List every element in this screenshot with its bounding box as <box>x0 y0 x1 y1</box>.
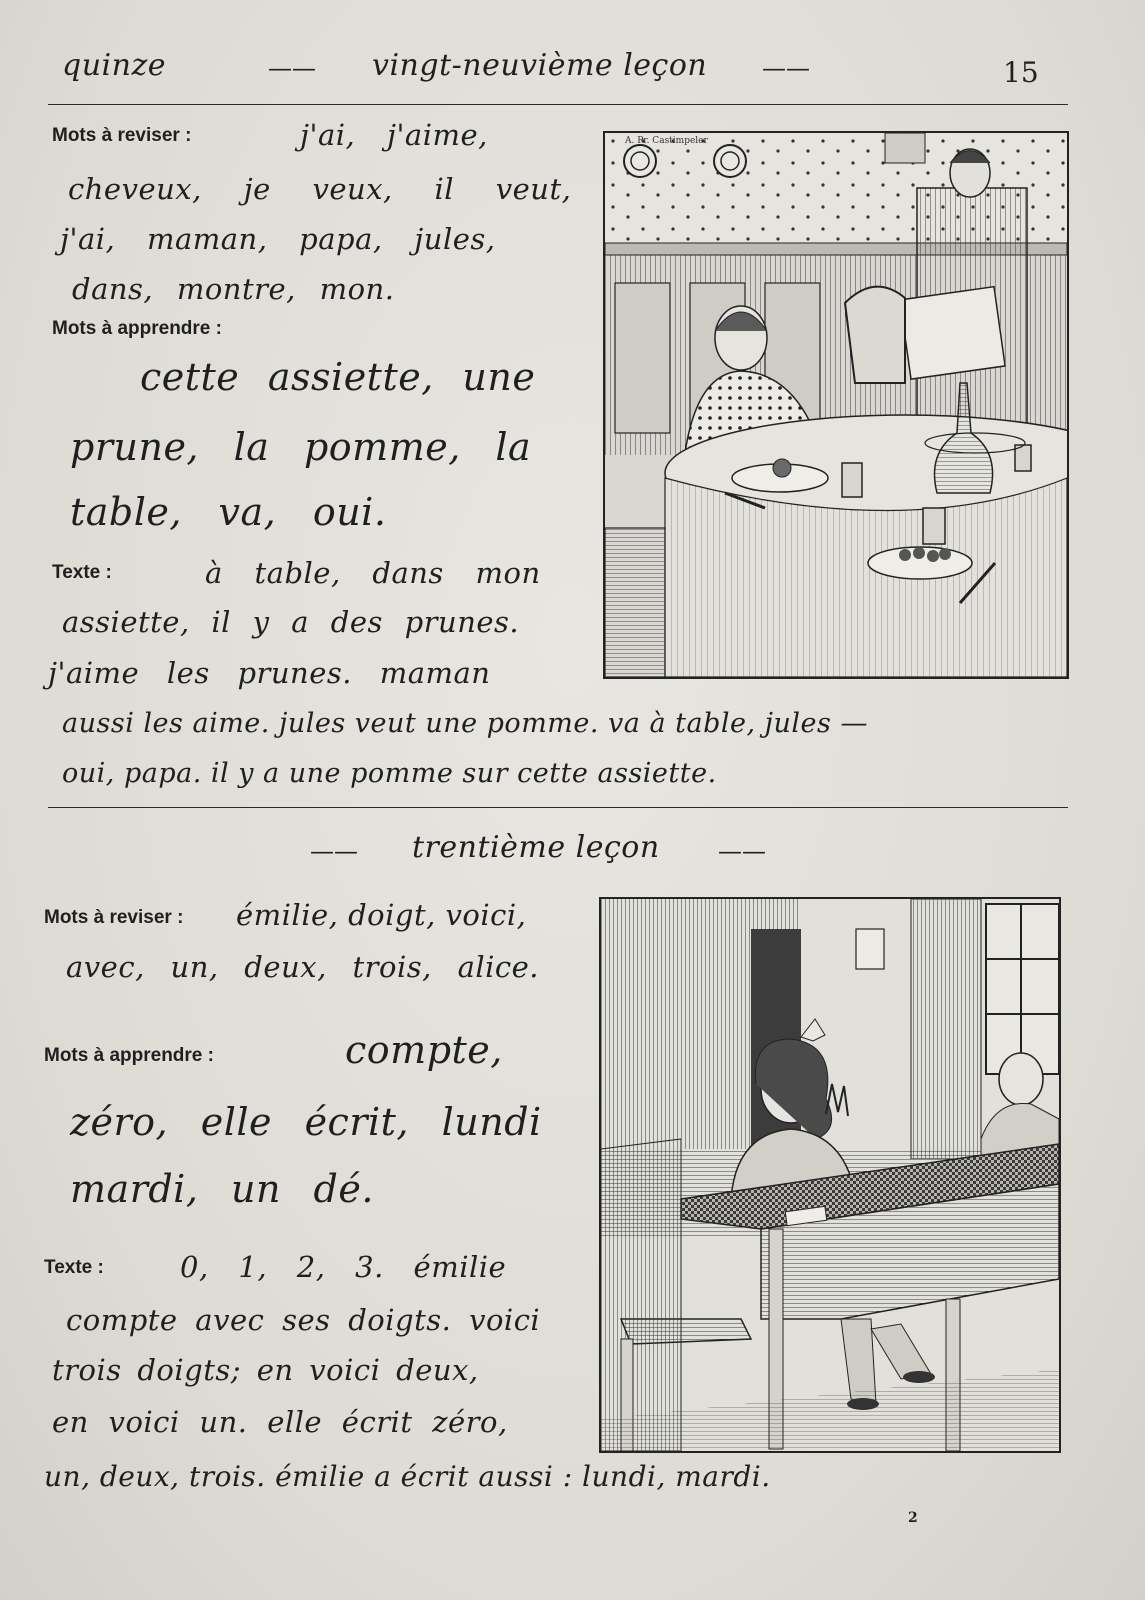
text-line: en voici un. elle écrit zéro, <box>52 1405 508 1439</box>
lesson-30-title: trentième leçon <box>412 830 660 865</box>
text-line: trois doigts; en voici deux, <box>52 1353 479 1387</box>
review-line: avec, un, deux, trois, alice. <box>66 950 540 984</box>
lesson-29-title: vingt-neuvième leçon <box>372 48 708 83</box>
lesson-30-dash-right: —— <box>718 837 766 865</box>
section-rule <box>48 807 1068 808</box>
header-rule <box>48 104 1068 105</box>
header-dash-left: —— <box>268 54 316 82</box>
header-dash-right: —— <box>762 54 810 82</box>
text-line: assiette, il y a des prunes. <box>62 605 520 639</box>
review-line: dans, montre, mon. <box>72 272 395 306</box>
text-line: oui, papa. il y a une pomme sur cette assiette. <box>62 758 717 789</box>
signature-mark: 2 <box>908 1510 918 1526</box>
learn-line: compte, <box>345 1028 503 1072</box>
text-label-29: Texte : <box>52 562 112 583</box>
illustration-signature: A. Pr. Castimpeler <box>625 136 708 146</box>
review-line: émilie, doigt, voici, <box>236 898 527 932</box>
review-label-29: Mots à reviser : <box>52 125 192 146</box>
review-line: j'ai, j'aime, <box>300 118 488 152</box>
learn-label-30: Mots à apprendre : <box>44 1045 214 1066</box>
learn-line: table, va, oui. <box>70 490 387 534</box>
text-label-30: Texte : <box>44 1257 104 1278</box>
illustration-dinner-table <box>603 131 1069 679</box>
learn-line: zéro, elle écrit, lundi <box>70 1100 542 1144</box>
text-line: j'aime les prunes. maman <box>48 656 491 690</box>
text-line: aussi les aime. jules veut une pomme. va à table, jules — <box>62 708 868 739</box>
lesson-30-dash-left: —— <box>310 837 358 865</box>
illustration-classroom <box>599 897 1061 1453</box>
text-line: 0, 1, 2, 3. émilie <box>180 1250 507 1284</box>
text-line: un, deux, trois. émilie a écrit aussi : lundi, mardi. <box>44 1460 771 1493</box>
review-line: j'ai, maman, papa, jules, <box>60 222 496 256</box>
text-line: à table, dans mon <box>205 556 541 590</box>
text-line: compte avec ses doigts. voici <box>66 1303 541 1337</box>
page-word: quinze <box>62 48 167 83</box>
learn-line: cette assiette, une <box>140 355 536 399</box>
learn-line: mardi, un dé. <box>70 1167 374 1211</box>
review-label-30: Mots à reviser : <box>44 907 184 928</box>
learn-label-29: Mots à apprendre : <box>52 318 222 339</box>
review-line: cheveux, je veux, il veut, <box>68 172 572 206</box>
learn-line: prune, la pomme, la <box>70 425 532 469</box>
page-number: 15 <box>1003 56 1039 89</box>
